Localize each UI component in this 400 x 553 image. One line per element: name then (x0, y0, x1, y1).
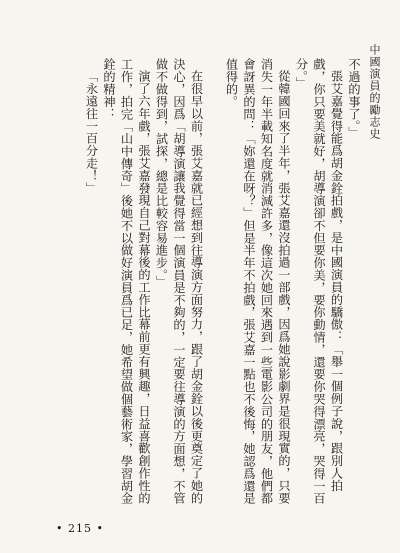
running-head: 中國演員的勵志史 (368, 44, 381, 140)
paragraph: 演了六年戲，張艾嘉發現自己對幕後的工作比幕前更有興趣，日益喜歡創作性的工作，拍完「山中傳奇」後她不以做好演員爲已足，她希望做個藝術家，學習胡金銓的精神： (102, 58, 151, 505)
page-number: • 215 • (56, 522, 104, 535)
body-text (40, 58, 362, 510)
paragraph: 「永遠往一百分走！」 (84, 70, 99, 195)
paragraph: 不過的事了。」 (347, 58, 361, 139)
paragraph: 張艾嘉覺得能爲胡金銓拍戲，是中國演員的驕傲：「舉一個例子說，跟別人拍戲，你只要美就好，胡導演卻不但要你美，要你動情，還要你哭得漂亮，哭得一百分。」 (294, 58, 344, 505)
paragraph: 在很早以前，張艾嘉就已經想到往導演方面努力，跟了胡金銓以後更奠定了她的決心，因爲「胡導演讓我覺得當一個演員是不夠的，一定要往導演的方面想，不管做不做得到，試探，總是比較容易進步。」 (154, 58, 204, 505)
paragraph: 從韓國回來了半年，張艾嘉還沒拍過一部戲，因爲她說影劇界是很現實的，只要消失一年半載知名度就消減許多，像這次她回來遇到一些電影公司的朋友，他們都會訝異的問：「妳還在呀？」但是半年不拍戲，張艾嘉一點也不後悔，她認爲還是值得的。 (224, 58, 291, 505)
